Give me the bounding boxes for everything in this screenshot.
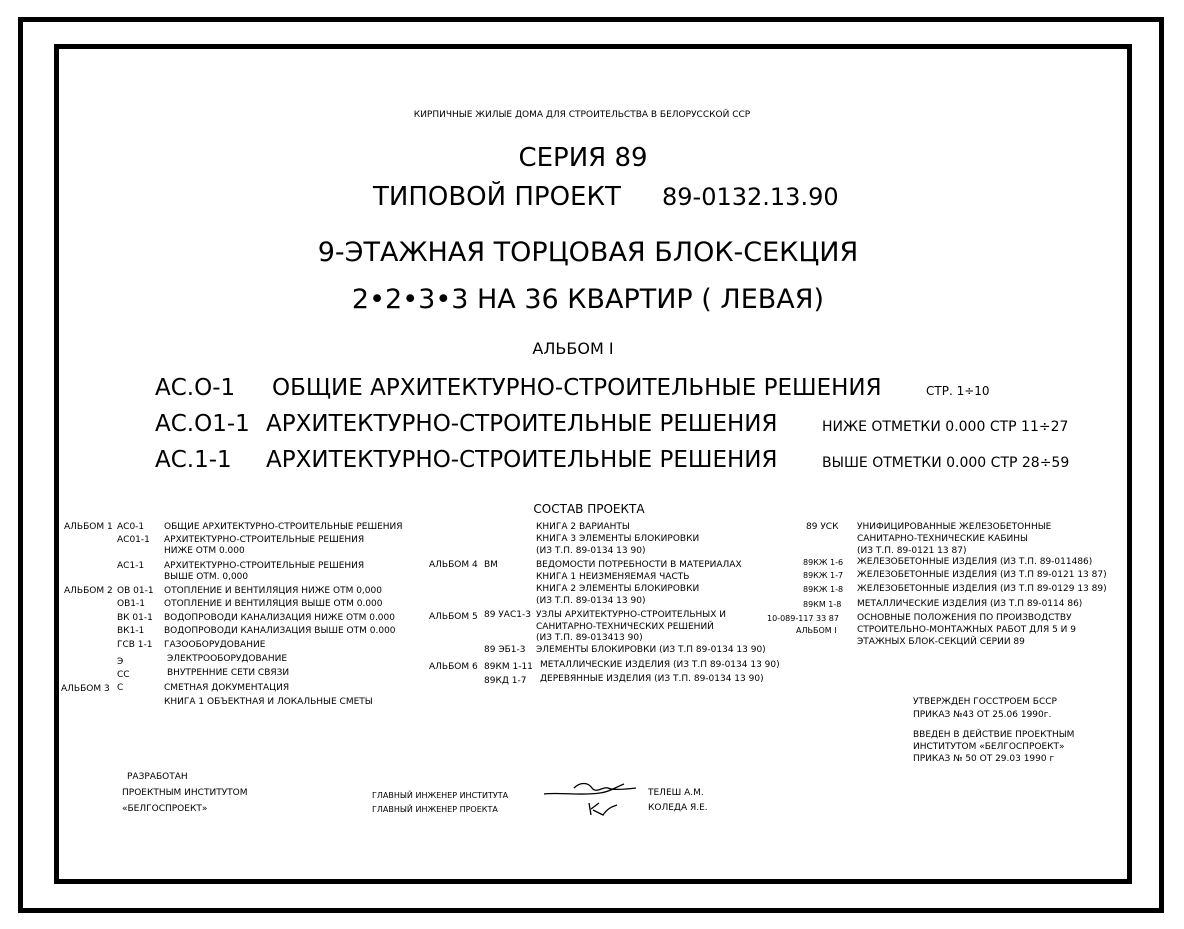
composition-heading: СОСТАВ ПРОЕКТА <box>533 502 645 516</box>
signature-koleda <box>583 799 623 819</box>
doc-title: АРХИТЕКТУРНО-СТРОИТЕЛЬНЫЕ РЕШЕНИЯ <box>164 535 365 545</box>
section-note: ВЫШЕ ОТМЕТКИ 0.000 СТР 28÷59 <box>822 455 1070 471</box>
developer-line: РАЗРАБОТАН <box>127 772 188 782</box>
doc-title: САНИТАРНО-ТЕХНИЧЕСКИЕ КАБИНЫ <box>857 534 1028 544</box>
doc-code: 89КЖ 1-8 <box>803 585 844 594</box>
doc-title: КНИГА 1 НЕИЗМЕНЯЕМАЯ ЧАСТЬ <box>536 572 690 582</box>
approval-line: ПРИКАЗ №43 ОТ 25.06 1990г. <box>913 710 1052 720</box>
doc-code: СС <box>117 670 130 680</box>
doc-title: (ИЗ Т.П. 89-013413 90) <box>536 633 643 643</box>
doc-title: ВОДОПРОВОДИ КАНАЛИЗАЦИЯ ВЫШЕ ОТМ 0.000 <box>164 626 396 636</box>
signatory-role: ГЛАВНЫЙ ИНЖЕНЕР ПРОЕКТА <box>372 805 498 814</box>
title-line2: 2•2•3•3 НА 36 КВАРТИР ( ЛЕВАЯ) <box>351 284 825 315</box>
doc-code: 89КД 1-7 <box>484 676 527 686</box>
doc-title: ВЕДОМОСТИ ПОТРЕБНОСТИ В МАТЕРИАЛАХ <box>536 560 742 570</box>
project-label: ТИПОВОЙ ПРОЕКТ <box>373 182 621 212</box>
doc-title: (ИЗ Т.П. 89-0121 13 87) <box>857 546 967 556</box>
series-title: СЕРИЯ 89 <box>518 143 648 173</box>
doc-title: ЖЕЛЕЗОБЕТОННЫЕ ИЗДЕЛИЯ (ИЗ Т.П 89-0129 13 89) <box>857 584 1107 594</box>
doc-code: АЛЬБОМ I <box>796 626 837 635</box>
album-label: АЛЬБОМ I <box>532 339 614 358</box>
doc-code: 89КМ 1-11 <box>484 662 533 672</box>
developer-line: ПРОЕКТНЫМ ИНСТИТУТОМ <box>122 788 248 798</box>
section-code: АС.О1-1 <box>155 411 250 437</box>
album-label: АЛЬБОМ 4 <box>429 560 478 570</box>
album-label: АЛЬБОМ 6 <box>429 662 478 672</box>
doc-title: (ИЗ Т.П. 89-0134 13 90) <box>536 546 646 556</box>
section-title: АРХИТЕКТУРНО-СТРОИТЕЛЬНЫЕ РЕШЕНИЯ <box>266 411 778 437</box>
signatory-role: ГЛАВНЫЙ ИНЖЕНЕР ИНСТИТУТА <box>372 791 509 800</box>
doc-code: 89 ЭБ1-3 <box>484 645 526 655</box>
doc-code: ОВ1-1 <box>117 599 145 609</box>
album-label: АЛЬБОМ 5 <box>429 612 478 622</box>
doc-title: ОТОПЛЕНИЕ И ВЕНТИЛЯЦИЯ НИЖЕ ОТМ 0,000 <box>164 586 382 596</box>
doc-code: 89КМ 1-8 <box>803 600 842 609</box>
approval-line: УТВЕРЖДЕН ГОССТРОЕМ БССР <box>913 697 1057 707</box>
album-label: АЛЬБОМ 2 <box>64 586 113 596</box>
doc-title: ОТОПЛЕНИЕ И ВЕНТИЛЯЦИЯ ВЫШЕ ОТМ 0.000 <box>164 599 383 609</box>
doc-title: САНИТАРНО-ТЕХНИЧЕСКИХ РЕШЕНИЙ <box>536 622 714 632</box>
album-label: АЛЬБОМ 3 <box>61 684 110 694</box>
doc-code: 89КЖ 1-7 <box>803 571 844 580</box>
signatory-name: КОЛЕДА Я.Е. <box>648 803 708 813</box>
doc-code: 89 УСК <box>806 522 839 532</box>
approval-line: ПРИКАЗ № 50 ОТ 29.03 1990 г <box>913 754 1055 764</box>
doc-code: ВМ <box>484 560 498 570</box>
doc-code: ВК 01-1 <box>117 613 153 623</box>
doc-title: УНИФИЦИРОВАННЫЕ ЖЕЛЕЗОБЕТОННЫЕ <box>857 522 1052 532</box>
doc-code: 89КЖ 1-6 <box>803 558 844 567</box>
section-title: АРХИТЕКТУРНО-СТРОИТЕЛЬНЫЕ РЕШЕНИЯ <box>266 447 778 473</box>
doc-title: СТРОИТЕЛЬНО-МОНТАЖНЫХ РАБОТ ДЛЯ 5 И 9 <box>857 625 1076 635</box>
approval-line: ВВЕДЕН В ДЕЙСТВИЕ ПРОЕКТНЫМ <box>913 730 1075 740</box>
doc-title: (ИЗ Т.П. 89-0134 13 90) <box>536 596 646 606</box>
doc-title: ДЕРЕВЯННЫЕ ИЗДЕЛИЯ (ИЗ Т.П. 89-0134 13 90) <box>540 674 764 684</box>
section-code: АС.О-1 <box>155 375 236 401</box>
signatory-name: ТЕЛЕШ А.М. <box>648 788 704 798</box>
doc-code: ГСВ 1-1 <box>117 640 153 650</box>
doc-title: ВЫШЕ ОТМ. 0,000 <box>164 572 249 582</box>
doc-title: УЗЛЫ АРХИТЕКТУРНО-СТРОИТЕЛЬНЫХ И <box>536 610 727 620</box>
section-code: АС.1-1 <box>155 447 232 473</box>
doc-title: СМЕТНАЯ ДОКУМЕНТАЦИЯ <box>164 683 290 693</box>
doc-code: АС1-1 <box>117 561 145 571</box>
doc-code: С <box>117 683 124 693</box>
doc-title: ЖЕЛЕЗОБЕТОННЫЕ ИЗДЕЛИЯ (ИЗ Т.П. 89-011486) <box>857 557 1093 567</box>
doc-title: ВОДОПРОВОДИ КАНАЛИЗАЦИЯ НИЖЕ ОТМ 0.000 <box>164 613 395 623</box>
doc-code: АС01-1 <box>117 535 150 545</box>
doc-title: ВНУТРЕННИЕ СЕТИ СВЯЗИ <box>167 668 290 678</box>
doc-title: ЭЛЕМЕНТЫ БЛОКИРОВКИ (ИЗ Т.П 89-0134 13 90) <box>536 645 766 655</box>
section-note: НИЖЕ ОТМЕТКИ 0.000 СТР 11÷27 <box>822 419 1069 435</box>
doc-code: 10-089-117 33 87 <box>767 614 839 623</box>
doc-title: ЖЕЛЕЗОБЕТОННЫЕ ИЗДЕЛИЯ (ИЗ Т.П 89-0121 13 87) <box>857 570 1107 580</box>
developer-line: «БЕЛГОСПРОЕКТ» <box>122 804 208 814</box>
title-line1: 9-ЭТАЖНАЯ ТОРЦОВАЯ БЛОК-СЕКЦИЯ <box>317 237 859 268</box>
doc-title: КНИГА 2 ВАРИАНТЫ <box>536 522 630 532</box>
doc-title: КНИГА 2 ЭЛЕМЕНТЫ БЛОКИРОВКИ <box>536 584 700 594</box>
doc-title: ГАЗООБОРУДОВАНИЕ <box>164 640 266 650</box>
project-number: 89-0132.13.90 <box>662 183 839 211</box>
doc-code: ВК1-1 <box>117 626 145 636</box>
album-label: АЛЬБОМ 1 <box>64 522 113 532</box>
section-note: СТР. 1÷10 <box>926 384 990 398</box>
doc-code: АС0-1 <box>117 522 145 532</box>
doc-title: ЭЛЕКТРООБОРУДОВАНИЕ <box>167 654 288 664</box>
doc-title: ЭТАЖНЫХ БЛОК-СЕКЦИЙ СЕРИИ 89 <box>857 637 1025 647</box>
doc-code: ОВ 01-1 <box>117 586 154 596</box>
doc-title: МЕТАЛЛИЧЕСКИЕ ИЗДЕЛИЯ (ИЗ Т.П 89-0114 86) <box>857 599 1083 609</box>
doc-title: КНИГА 1 ОБЪЕКТНАЯ И ЛОКАЛЬНЫЕ СМЕТЫ <box>164 697 373 707</box>
subtitle: КИРПИЧНЫЕ ЖИЛЫЕ ДОМА ДЛЯ СТРОИТЕЛЬСТВА В БЕЛОРУССКОЙ ССР <box>413 110 751 120</box>
doc-title: НИЖЕ ОТМ 0.000 <box>164 546 245 556</box>
doc-code: Э <box>117 657 124 667</box>
approval-line: ИНСТИТУТОМ «БЕЛГОСПРОЕКТ» <box>913 742 1065 752</box>
doc-title: КНИГА 3 ЭЛЕМЕНТЫ БЛОКИРОВКИ <box>536 534 700 544</box>
doc-title: ОБЩИЕ АРХИТЕКТУРНО-СТРОИТЕЛЬНЫЕ РЕШЕНИЯ <box>164 522 403 532</box>
section-title: ОБЩИЕ АРХИТЕКТУРНО-СТРОИТЕЛЬНЫЕ РЕШЕНИЯ <box>272 375 882 401</box>
doc-title: АРХИТЕКТУРНО-СТРОИТЕЛЬНЫЕ РЕШЕНИЯ <box>164 561 365 571</box>
doc-title: МЕТАЛЛИЧЕСКИЕ ИЗДЕЛИЯ (ИЗ Т.П 89-0134 13 90) <box>540 660 780 670</box>
doc-title: ОСНОВНЫЕ ПОЛОЖЕНИЯ ПО ПРОИЗВОДСТВУ <box>857 613 1072 623</box>
doc-code: 89 УАС1-3 <box>484 610 531 620</box>
